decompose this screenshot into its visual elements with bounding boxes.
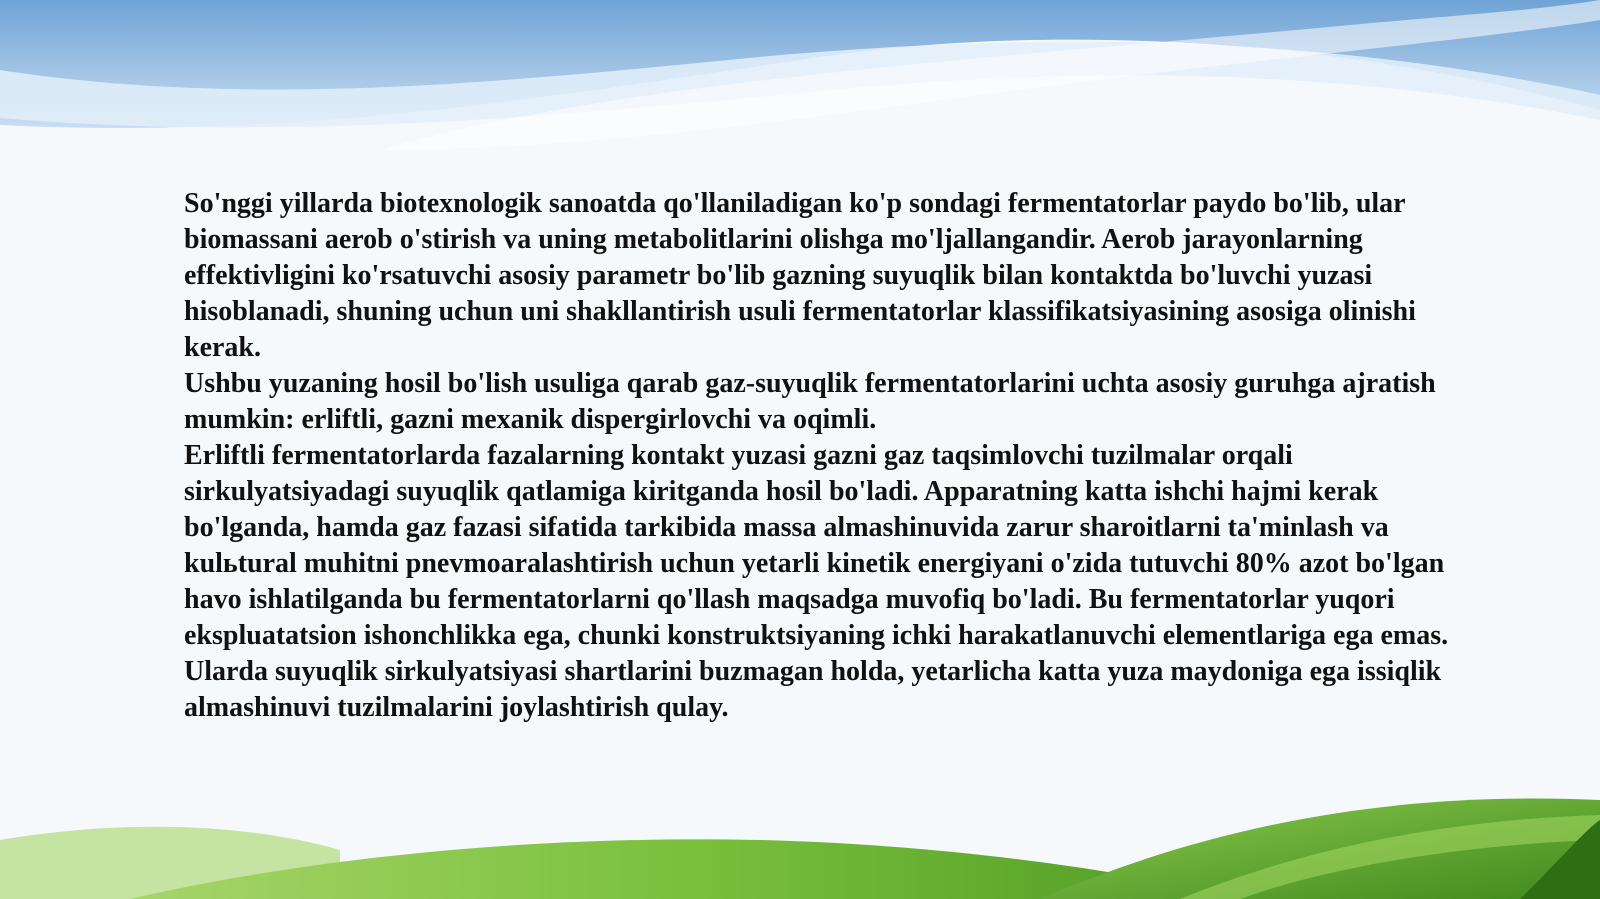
grass-hill-right	[1040, 798, 1600, 899]
slide-text-body	[184, 186, 1474, 726]
paragraph-groups: Ushbu yuzaning hosil bo'lish usuliga qarab gaz-suyuqlik fermentatorlarini uchta asosiy guruhga ajratish mumkin: erliftli, gazni mexanik dispergirlovchi va oqimli.	[184, 368, 1436, 435]
paragraph-airlift: Erliftli fermentatorlarda fazalarning kontakt yuzasi gazni gaz taqsimlovchi tuzilmalar orqali sirkulyatsiyadagi suyuqlik qatlamiga kiritganda hosil bo'ladi. Apparatning katta ishchi hajmi kerak bo'lganda, hamda gaz fazasi sifatida tarkibida massa almashinuvida zarur sharoitlarni ta'minlash va kulьtural muhitni pnevmoaralashtirish uchun yetarli kinetik energiyani o'zida tutuvchi 80% azot bo'lgan havo ishlatilganda bu fermentatorlarni qo'llash maqsadga muvofiq bo'ladi. Bu fermentatorlar yuqori ekspluatatsion ishonchlikka ega, chunki konstruktsiyaning ichki harakatlanuvchi elementlariga ega emas. Ularda suyuqlik sirkulyatsiyasi shartlarini buzmagan holda, yetarlicha katta yuza maydoniga ega issiqlik almashinuvi tuzilmalarini joylashtirish qulay.	[184, 440, 1449, 723]
paragraph-intro: So'nggi yillarda biotexnologik sanoatda qo'llaniladigan ko'p sondagi fermentatorlar paydo bo'lib, ular biomassani aerob o'stirish va uning metabolitlarini olishga mo'ljallangandir. Aerob jarayonlarning effektivligini ko'rsatuvchi asosiy parametr bo'lib gazning suyuqlik bilan kontaktda bo'luvchi yuzasi hisoblanadi, shuning uchun uni shakllantirish usuli fermentatorlar klassifikatsiyasining asosiga olinishi kerak.	[184, 188, 1416, 363]
